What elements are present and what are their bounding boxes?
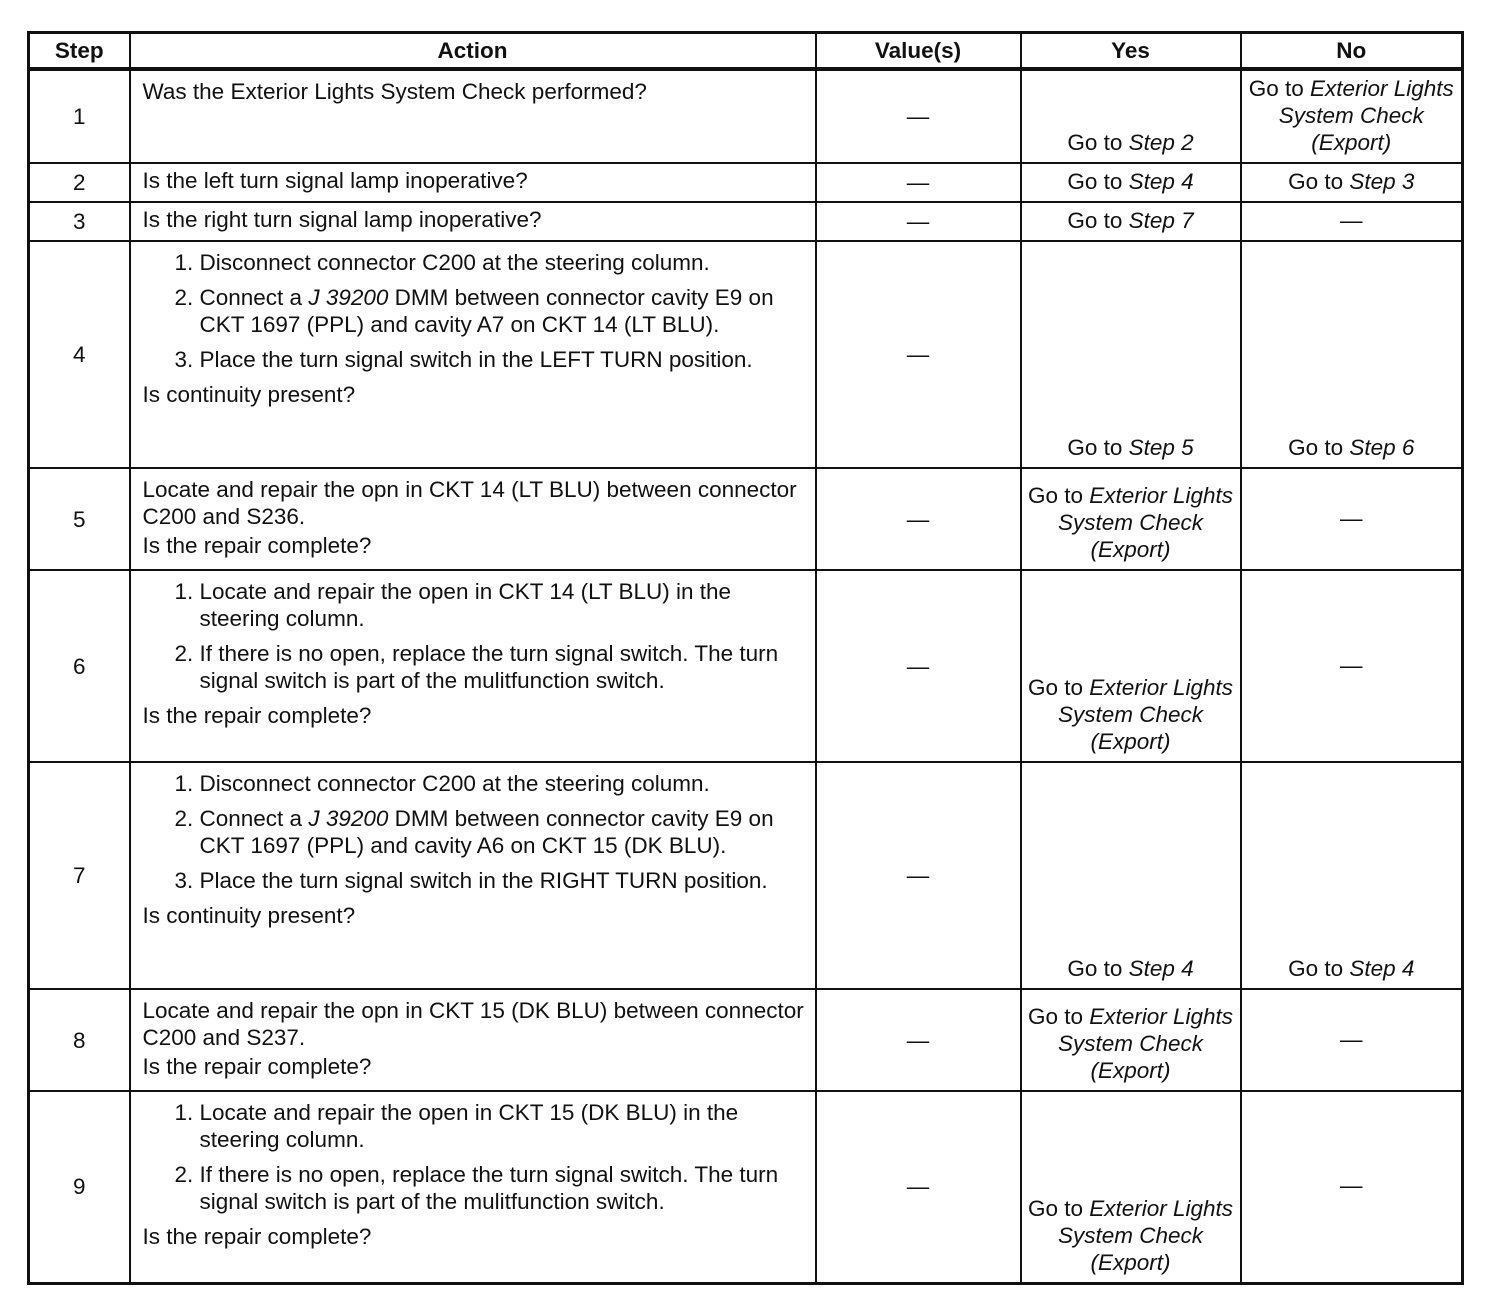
- step-number: 2: [29, 163, 130, 202]
- tool-reference: J 39200: [308, 285, 389, 310]
- procedure-list: [143, 249, 805, 373]
- go-to-prefix: Go to: [1288, 169, 1350, 194]
- header-no: No: [1241, 33, 1463, 70]
- table-row: [29, 1091, 1463, 1283]
- table-row: [29, 202, 1463, 241]
- value-cell: —: [816, 762, 1021, 989]
- procedure-list: [143, 770, 805, 894]
- go-to-prefix: Go to: [1067, 169, 1129, 194]
- header-action: Action: [130, 33, 816, 70]
- exterior-lights-check-link[interactable]: Exterior Lights System Check (Export): [1057, 1195, 1234, 1275]
- go-to-prefix: Go to: [1067, 435, 1129, 460]
- go-to-prefix: Go to: [1067, 956, 1129, 981]
- step-link[interactable]: Step 4: [1128, 956, 1194, 981]
- step-number: 4: [29, 241, 130, 468]
- item-text: DMM between connector cavity E9 on CKT 1697 (PPL) and cavity A7 on CKT 14 (LT BLU).: [199, 285, 774, 337]
- exterior-lights-check-link[interactable]: Exterior Lights System Check (Export): [1278, 76, 1454, 155]
- procedure-item: 2. If there is no open, replace the turn signal switch. The turn signal switch is part of the mulitfunction switch.: [200, 1161, 805, 1215]
- yes-cell: [1021, 468, 1241, 570]
- go-to-prefix: Go to: [1027, 675, 1090, 700]
- exterior-lights-check-link[interactable]: Exterior Lights System Check (Export): [1057, 1004, 1234, 1083]
- action-text: Is the left turn signal lamp inoperative?: [142, 168, 528, 193]
- yes-cell: [1021, 69, 1241, 163]
- action-cell: [130, 989, 816, 1091]
- item-text: Connect a: [199, 806, 309, 831]
- step-link[interactable]: Step 2: [1128, 130, 1194, 155]
- header-yes: Yes: [1021, 33, 1241, 70]
- yes-cell: [1021, 989, 1241, 1091]
- go-to-prefix: Go to: [1027, 483, 1090, 508]
- no-cell: [1241, 163, 1463, 202]
- step-link[interactable]: Step 7: [1128, 208, 1194, 233]
- question-text: Is continuity present?: [142, 903, 356, 928]
- step-link[interactable]: Step 4: [1128, 169, 1194, 194]
- item-text: DMM between connector cavity E9 on CKT 1697 (PPL) and cavity A6 on CKT 15 (DK BLU).: [199, 806, 774, 858]
- header-values: Value(s): [816, 33, 1021, 70]
- table-row: [29, 570, 1463, 762]
- go-to-prefix: Go to: [1067, 130, 1129, 155]
- yes-cell: [1021, 762, 1241, 989]
- step-link[interactable]: Step 6: [1349, 435, 1415, 460]
- step-number: 6: [29, 570, 130, 762]
- table-row: [29, 69, 1463, 163]
- table-row: [29, 989, 1463, 1091]
- action-cell: [130, 570, 816, 762]
- procedure-list: [143, 1099, 805, 1215]
- action-text: Locate and repair the opn in CKT 15 (DK BLU) between connector C200 and S237.: [142, 998, 804, 1050]
- yes-cell: [1021, 570, 1241, 762]
- table-row: [29, 468, 1463, 570]
- no-cell: —: [1241, 202, 1463, 241]
- go-to-prefix: Go to: [1248, 76, 1310, 101]
- value-cell: —: [816, 989, 1021, 1091]
- go-to-prefix: Go to: [1288, 956, 1350, 981]
- no-cell: —: [1241, 468, 1463, 570]
- yes-cell: [1021, 241, 1241, 468]
- value-cell: —: [816, 241, 1021, 468]
- value-cell: —: [816, 468, 1021, 570]
- header-row: [29, 33, 1463, 70]
- action-cell: [130, 69, 816, 163]
- action-cell: [130, 762, 816, 989]
- no-cell: —: [1241, 989, 1463, 1091]
- table-row: [29, 163, 1463, 202]
- yes-cell: [1021, 202, 1241, 241]
- procedure-item: [200, 805, 805, 859]
- question-text: Is the repair complete?: [142, 1054, 372, 1079]
- value-cell: —: [816, 69, 1021, 163]
- step-link[interactable]: Step 5: [1128, 435, 1194, 460]
- step-number: 1: [29, 69, 130, 163]
- tool-reference: J 39200: [308, 806, 389, 831]
- procedure-item: 2. If there is no open, replace the turn signal switch. The turn signal switch is part of the mulitfunction switch.: [200, 640, 805, 694]
- action-text: Was the Exterior Lights System Check performed?: [142, 79, 647, 104]
- procedure-item: 1. Locate and repair the open in CKT 14 (LT BLU) in the steering column.: [200, 578, 805, 632]
- procedure-item: 3. Place the turn signal switch in the LEFT TURN position.: [200, 346, 805, 373]
- procedure-item: [200, 284, 805, 338]
- step-number: 8: [29, 989, 130, 1091]
- action-cell: [130, 468, 816, 570]
- exterior-lights-check-link[interactable]: Exterior Lights System Check (Export): [1057, 675, 1234, 754]
- question-text: Is the repair complete?: [142, 533, 372, 558]
- yes-cell: [1021, 163, 1241, 202]
- action-cell: [130, 163, 816, 202]
- step-number: 5: [29, 468, 130, 570]
- procedure-item: 3. Place the turn signal switch in the RIGHT TURN position.: [200, 867, 805, 894]
- step-number: 3: [29, 202, 130, 241]
- no-cell: [1241, 69, 1463, 163]
- procedure-item: 1. Disconnect connector C200 at the steering column.: [200, 249, 805, 276]
- go-to-prefix: Go to: [1067, 208, 1129, 233]
- no-cell: [1241, 241, 1463, 468]
- step-link[interactable]: Step 3: [1349, 169, 1415, 194]
- value-cell: —: [816, 163, 1021, 202]
- procedure-list: [143, 578, 805, 694]
- value-cell: —: [816, 202, 1021, 241]
- header-step: Step: [29, 33, 130, 70]
- action-text: Is the right turn signal lamp inoperative?: [142, 207, 542, 232]
- go-to-prefix: Go to: [1027, 1195, 1090, 1221]
- exterior-lights-check-link[interactable]: Exterior Lights System Check (Export): [1057, 483, 1234, 562]
- value-cell: —: [816, 570, 1021, 762]
- action-cell: [130, 202, 816, 241]
- question-text: Is the repair complete?: [142, 703, 372, 728]
- procedure-item: 1. Locate and repair the open in CKT 15 (DK BLU) in the steering column.: [200, 1099, 805, 1153]
- step-link[interactable]: Step 4: [1349, 956, 1415, 981]
- go-to-prefix: Go to: [1027, 1004, 1090, 1029]
- action-cell: [130, 241, 816, 468]
- action-cell: [130, 1091, 816, 1283]
- yes-cell: [1021, 1091, 1241, 1283]
- no-cell: [1241, 762, 1463, 989]
- item-text: Connect a: [199, 285, 309, 310]
- no-cell: —: [1241, 570, 1463, 762]
- go-to-prefix: Go to: [1288, 435, 1350, 460]
- question-text: Is continuity present?: [142, 382, 356, 407]
- value-cell: —: [816, 1091, 1021, 1283]
- step-number: 9: [29, 1091, 130, 1283]
- procedure-item: 1. Disconnect connector C200 at the steering column.: [200, 770, 805, 797]
- action-text: Locate and repair the opn in CKT 14 (LT BLU) between connector C200 and S236.: [142, 477, 797, 529]
- table-row: [29, 241, 1463, 468]
- question-text: Is the repair complete?: [142, 1224, 372, 1249]
- table-row: [29, 762, 1463, 989]
- step-number: 7: [29, 762, 130, 989]
- diagnostic-table: [27, 31, 1464, 1285]
- no-cell: —: [1241, 1091, 1463, 1283]
